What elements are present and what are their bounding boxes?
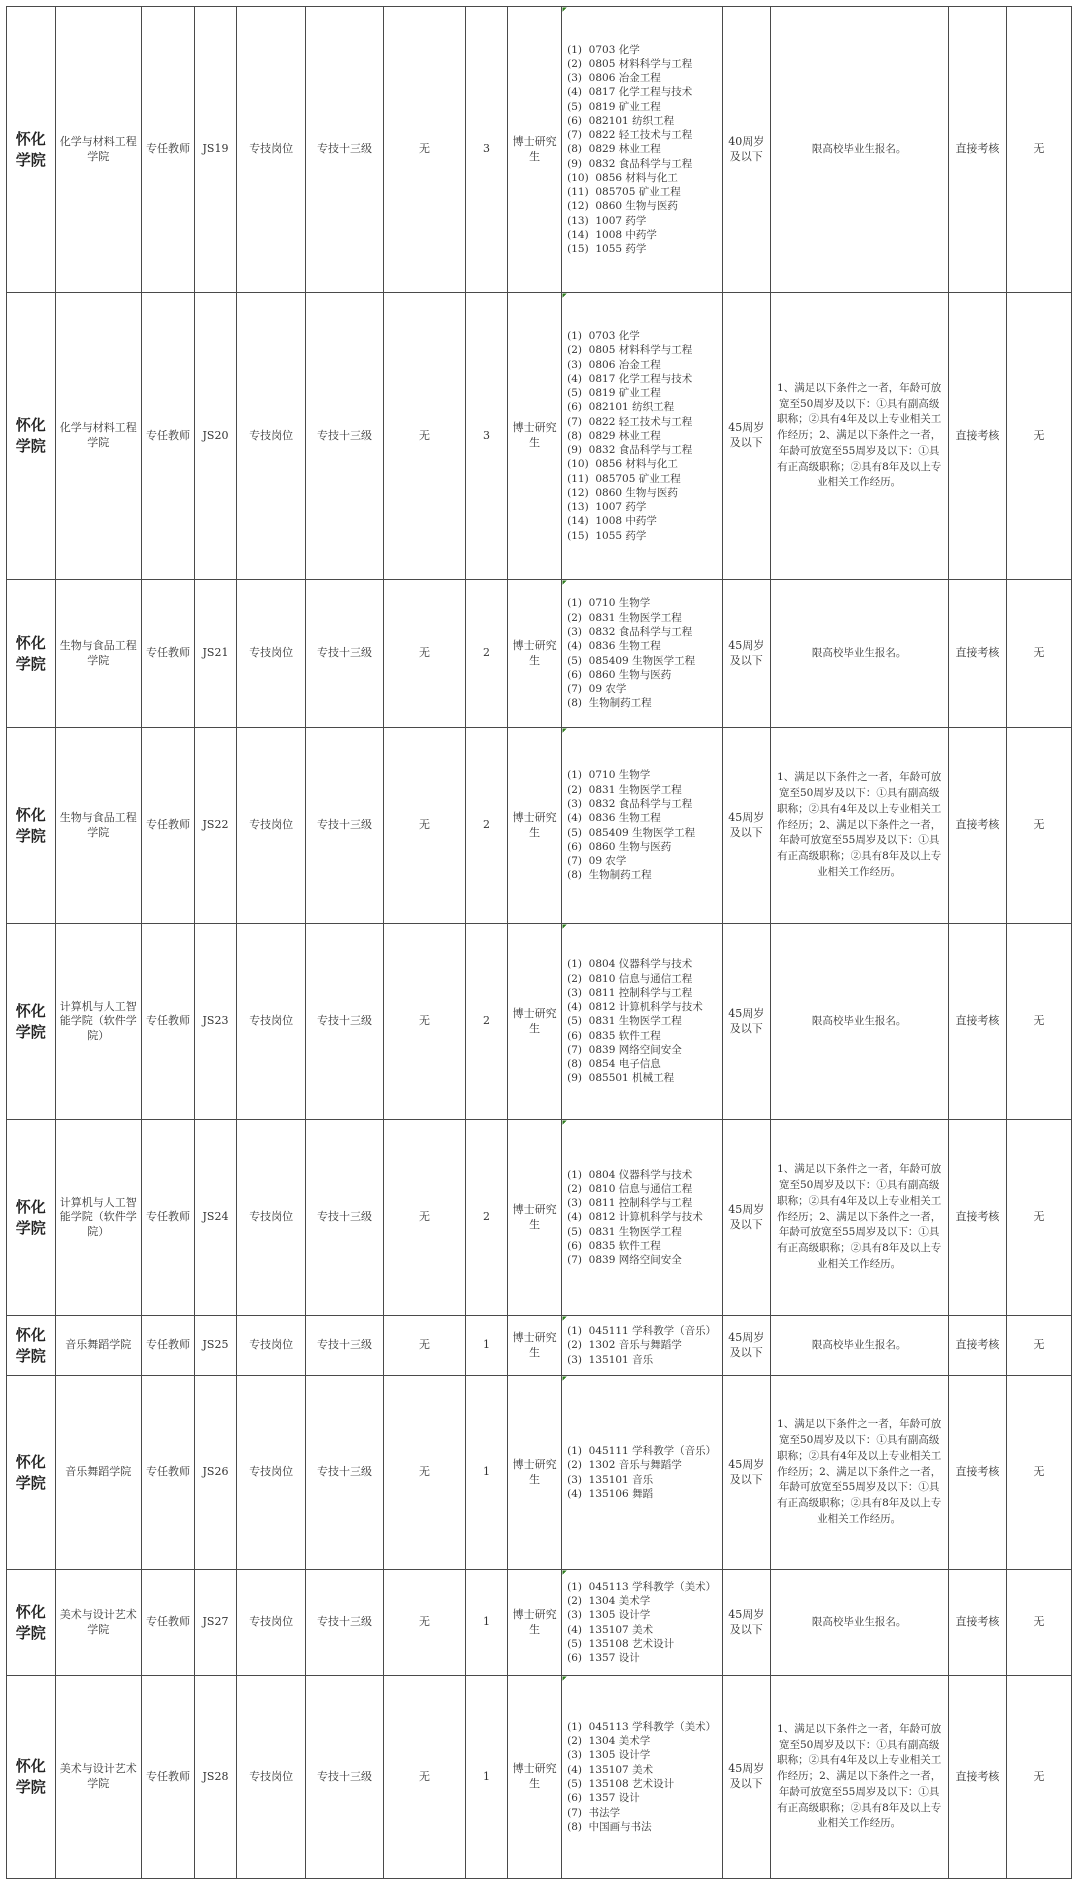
table-body xyxy=(7,7,1072,1879)
major-item: (3) 1305 设计学 xyxy=(567,1749,651,1762)
education-cell: 博士研究生 xyxy=(508,580,562,728)
age-limit-cell: 45周岁及以下 xyxy=(723,1570,771,1676)
other-requirements-cell: 限高校毕业生报名。 xyxy=(770,1570,948,1676)
major-item: (6) 0860 生物与医药 xyxy=(567,668,672,681)
exam-method-cell: 直接考核 xyxy=(948,1376,1006,1570)
unit-cell: 怀化学院 xyxy=(7,1120,56,1316)
department-cell: 化学与材料工程学院 xyxy=(55,7,141,293)
major-item: (3) 1305 设计学 xyxy=(567,1609,651,1622)
major-item: (12) 0860 生物与医药 xyxy=(567,486,678,499)
exam-method-cell: 直接考核 xyxy=(948,1120,1006,1316)
major-item: (9) 0832 食品科学与工程 xyxy=(567,157,693,170)
post-code-cell: JS19 xyxy=(194,7,236,293)
job-category-cell: 专任教师 xyxy=(142,1120,195,1316)
age-limit-cell: 45周岁及以下 xyxy=(723,1376,771,1570)
major-item: (3) 0806 冶金工程 xyxy=(567,72,661,85)
job-category-cell: 专任教师 xyxy=(142,1316,195,1376)
post-level-cell: 专技十三级 xyxy=(306,1376,384,1570)
age-limit-cell: 45周岁及以下 xyxy=(723,1316,771,1376)
major-item: (14) 1008 中药学 xyxy=(567,515,657,528)
age-limit-cell: 40周岁及以下 xyxy=(723,7,771,293)
department-cell: 音乐舞蹈学院 xyxy=(55,1376,141,1570)
other-requirements-cell: 限高校毕业生报名。 xyxy=(770,924,948,1120)
major-item: (3) 0811 控制科学与工程 xyxy=(567,1197,693,1210)
education-cell: 博士研究生 xyxy=(508,1376,562,1570)
headcount-cell: 1 xyxy=(466,1570,508,1676)
restriction-cell: 无 xyxy=(383,580,465,728)
major-item: (1) 0703 化学 xyxy=(567,330,640,342)
remark-cell: 无 xyxy=(1007,924,1072,1120)
other-requirements-cell: 1、满足以下条件之一者，年龄可放宽至50周岁及以下：①具有副高级职称；②具有4年及以上专业相关工作经历；2、满足以下条件之一者，年龄可放宽至55周岁及以下：①具有正高级职称；②具有8年及以上专业相关工作经历。 xyxy=(770,1376,948,1570)
major-item: (4) 0817 化学工程与技术 xyxy=(567,86,693,99)
major-item: (1) 0710 生物学 xyxy=(567,597,651,610)
major-item: (3) 0811 控制科学与工程 xyxy=(567,986,693,999)
education-cell: 博士研究生 xyxy=(508,1316,562,1376)
major-item: (3) 0832 食品科学与工程 xyxy=(567,797,693,810)
major-item: (11) 085705 矿业工程 xyxy=(567,472,681,485)
major-item: (10) 0856 材料与化工 xyxy=(567,458,678,471)
major-item: (1) 0703 化学 xyxy=(567,43,640,56)
table-row xyxy=(7,7,1072,293)
major-item: (7) 0822 轻工技术与工程 xyxy=(567,415,693,428)
post-type-cell: 专技岗位 xyxy=(237,1120,306,1316)
majors-cell xyxy=(562,7,723,293)
major-item: (1) 045113 学科教学（美术） xyxy=(567,1720,717,1733)
post-code-cell: JS24 xyxy=(194,1120,236,1316)
major-item: (1) 0804 仪器科学与技术 xyxy=(567,1168,693,1181)
remark-cell: 无 xyxy=(1007,293,1072,580)
job-category-cell: 专任教师 xyxy=(142,924,195,1120)
major-item: (15) 1055 药学 xyxy=(567,243,647,256)
age-limit-cell: 45周岁及以下 xyxy=(723,1676,771,1879)
remark-cell: 无 xyxy=(1007,1376,1072,1570)
exam-method-cell: 直接考核 xyxy=(948,728,1006,924)
remark-cell: 无 xyxy=(1007,1676,1072,1879)
major-item: (7) 0839 网络空间安全 xyxy=(567,1254,682,1267)
table-row xyxy=(7,293,1072,580)
majors-cell xyxy=(562,1376,723,1570)
table-row xyxy=(7,924,1072,1120)
major-item: (2) 1302 音乐与舞蹈学 xyxy=(567,1459,682,1472)
major-item: (13) 1007 药学 xyxy=(567,214,647,227)
post-level-cell: 专技十三级 xyxy=(306,1316,384,1376)
department-cell: 美术与设计艺术学院 xyxy=(55,1570,141,1676)
exam-method-cell: 直接考核 xyxy=(948,580,1006,728)
recruitment-table xyxy=(6,6,1072,1879)
unit-cell: 怀化学院 xyxy=(7,580,56,728)
job-category-cell: 专任教师 xyxy=(142,7,195,293)
major-item: (5) 0831 生物医学工程 xyxy=(567,1225,682,1238)
unit-cell: 怀化学院 xyxy=(7,7,56,293)
restriction-cell: 无 xyxy=(383,1316,465,1376)
major-item: (15) 1055 药学 xyxy=(567,529,647,542)
unit-cell: 怀化学院 xyxy=(7,1376,56,1570)
restriction-cell: 无 xyxy=(383,293,465,580)
majors-cell xyxy=(562,580,723,728)
major-item: (1) 045111 学科教学（音乐） xyxy=(567,1325,717,1338)
headcount-cell: 2 xyxy=(466,1120,508,1316)
major-item: (7) 书法学 xyxy=(567,1806,621,1819)
major-item: (8) 中国画与书法 xyxy=(567,1820,652,1833)
major-item: (1) 0710 生物学 xyxy=(567,769,651,782)
major-item: (10) 0856 材料与化工 xyxy=(567,171,678,184)
major-item: (4) 135107 美术 xyxy=(567,1623,654,1636)
major-item: (9) 0832 食品科学与工程 xyxy=(567,444,693,457)
major-item: (5) 085409 生物医学工程 xyxy=(567,654,696,667)
department-cell: 美术与设计艺术学院 xyxy=(55,1676,141,1879)
education-cell: 博士研究生 xyxy=(508,728,562,924)
education-cell: 博士研究生 xyxy=(508,1120,562,1316)
post-level-cell: 专技十三级 xyxy=(306,7,384,293)
restriction-cell: 无 xyxy=(383,7,465,293)
major-item: (4) 0836 生物工程 xyxy=(567,640,661,653)
table-row xyxy=(7,580,1072,728)
headcount-cell: 2 xyxy=(466,728,508,924)
major-item: (3) 135101 音乐 xyxy=(567,1353,654,1366)
unit-cell: 怀化学院 xyxy=(7,728,56,924)
major-item: (5) 0819 矿业工程 xyxy=(567,100,661,113)
major-item: (5) 0819 矿业工程 xyxy=(567,387,661,400)
table-row xyxy=(7,728,1072,924)
other-requirements-cell: 限高校毕业生报名。 xyxy=(770,1316,948,1376)
post-type-cell: 专技岗位 xyxy=(237,924,306,1120)
headcount-cell: 3 xyxy=(466,293,508,580)
post-level-cell: 专技十三级 xyxy=(306,1120,384,1316)
unit-cell: 怀化学院 xyxy=(7,1676,56,1879)
remark-cell: 无 xyxy=(1007,1316,1072,1376)
education-cell: 博士研究生 xyxy=(508,293,562,580)
headcount-cell: 1 xyxy=(466,1316,508,1376)
majors-cell xyxy=(562,924,723,1120)
exam-method-cell: 直接考核 xyxy=(948,1676,1006,1879)
major-item: (2) 1302 音乐与舞蹈学 xyxy=(567,1339,682,1352)
major-item: (2) 0831 生物医学工程 xyxy=(567,611,682,624)
majors-cell xyxy=(562,1676,723,1879)
major-item: (6) 082101 纺织工程 xyxy=(567,114,675,127)
headcount-cell: 1 xyxy=(466,1676,508,1879)
age-limit-cell: 45周岁及以下 xyxy=(723,728,771,924)
post-type-cell: 专技岗位 xyxy=(237,293,306,580)
majors-cell xyxy=(562,728,723,924)
post-type-cell: 专技岗位 xyxy=(237,1316,306,1376)
major-item: (8) 生物制药工程 xyxy=(567,697,652,710)
post-level-cell: 专技十三级 xyxy=(306,728,384,924)
major-item: (1) 045113 学科教学（美术） xyxy=(567,1580,717,1593)
major-item: (7) 0839 网络空间安全 xyxy=(567,1043,682,1056)
major-item: (2) 0805 材料科学与工程 xyxy=(567,344,693,357)
post-type-cell: 专技岗位 xyxy=(237,1570,306,1676)
other-requirements-cell: 1、满足以下条件之一者，年龄可放宽至50周岁及以下：①具有副高级职称；②具有4年及以上专业相关工作经历；2、满足以下条件之一者，年龄可放宽至55周岁及以下：①具有正高级职称；②具有8年及以上专业相关工作经历。 xyxy=(770,293,948,580)
education-cell: 博士研究生 xyxy=(508,1676,562,1879)
majors-cell xyxy=(562,1120,723,1316)
post-type-cell: 专技岗位 xyxy=(237,7,306,293)
age-limit-cell: 45周岁及以下 xyxy=(723,580,771,728)
major-item: (5) 085409 生物医学工程 xyxy=(567,826,696,839)
major-item: (3) 135101 音乐 xyxy=(567,1473,654,1486)
job-category-cell: 专任教师 xyxy=(142,1676,195,1879)
major-item: (4) 135107 美术 xyxy=(567,1763,654,1776)
remark-cell: 无 xyxy=(1007,580,1072,728)
restriction-cell: 无 xyxy=(383,1676,465,1879)
major-item: (2) 0831 生物医学工程 xyxy=(567,783,682,796)
major-item: (9) 085501 机械工程 xyxy=(567,1072,675,1085)
post-level-cell: 专技十三级 xyxy=(306,924,384,1120)
department-cell: 计算机与人工智能学院（软件学院） xyxy=(55,924,141,1120)
post-code-cell: JS23 xyxy=(194,924,236,1120)
major-item: (1) 045111 学科教学（音乐） xyxy=(567,1444,717,1457)
major-item: (5) 135108 艺术设计 xyxy=(567,1637,675,1650)
major-item: (3) 0832 食品科学与工程 xyxy=(567,625,693,638)
major-item: (4) 0812 计算机科学与技术 xyxy=(567,1001,703,1014)
major-item: (11) 085705 矿业工程 xyxy=(567,186,681,199)
post-code-cell: JS28 xyxy=(194,1676,236,1879)
remark-cell: 无 xyxy=(1007,1570,1072,1676)
other-requirements-cell: 1、满足以下条件之一者，年龄可放宽至50周岁及以下：①具有副高级职称；②具有4年及以上专业相关工作经历；2、满足以下条件之一者，年龄可放宽至55周岁及以下：①具有正高级职称；②具有8年及以上专业相关工作经历。 xyxy=(770,728,948,924)
job-category-cell: 专任教师 xyxy=(142,728,195,924)
major-item: (13) 1007 药学 xyxy=(567,501,647,514)
major-item: (6) 0860 生物与医药 xyxy=(567,840,672,853)
majors-cell xyxy=(562,1316,723,1376)
major-item: (4) 135106 舞蹈 xyxy=(567,1487,654,1500)
other-requirements-cell: 限高校毕业生报名。 xyxy=(770,7,948,293)
job-category-cell: 专任教师 xyxy=(142,1570,195,1676)
exam-method-cell: 直接考核 xyxy=(948,924,1006,1120)
table-row xyxy=(7,1120,1072,1316)
unit-cell: 怀化学院 xyxy=(7,1570,56,1676)
remark-cell: 无 xyxy=(1007,7,1072,293)
age-limit-cell: 45周岁及以下 xyxy=(723,293,771,580)
post-level-cell: 专技十三级 xyxy=(306,1570,384,1676)
department-cell: 音乐舞蹈学院 xyxy=(55,1316,141,1376)
major-item: (8) 生物制药工程 xyxy=(567,869,652,882)
headcount-cell: 2 xyxy=(466,924,508,1120)
post-code-cell: JS22 xyxy=(194,728,236,924)
major-item: (8) 0854 电子信息 xyxy=(567,1058,661,1071)
major-item: (1) 0804 仪器科学与技术 xyxy=(567,958,693,971)
post-code-cell: JS20 xyxy=(194,293,236,580)
other-requirements-cell: 1、满足以下条件之一者，年龄可放宽至50周岁及以下：①具有副高级职称；②具有4年及以上专业相关工作经历；2、满足以下条件之一者，年龄可放宽至55周岁及以下：①具有正高级职称；②具有8年及以上专业相关工作经历。 xyxy=(770,1676,948,1879)
major-item: (7) 0822 轻工技术与工程 xyxy=(567,129,693,142)
major-item: (2) 0810 信息与通信工程 xyxy=(567,972,693,985)
other-requirements-cell: 限高校毕业生报名。 xyxy=(770,580,948,728)
remark-cell: 无 xyxy=(1007,728,1072,924)
job-category-cell: 专任教师 xyxy=(142,293,195,580)
restriction-cell: 无 xyxy=(383,728,465,924)
restriction-cell: 无 xyxy=(383,924,465,1120)
major-item: (5) 0831 生物医学工程 xyxy=(567,1015,682,1028)
major-item: (6) 1357 设计 xyxy=(567,1792,640,1805)
table-row xyxy=(7,1316,1072,1376)
post-level-cell: 专技十三级 xyxy=(306,580,384,728)
education-cell: 博士研究生 xyxy=(508,924,562,1120)
table-row xyxy=(7,1570,1072,1676)
major-item: (3) 0806 冶金工程 xyxy=(567,358,661,371)
post-code-cell: JS26 xyxy=(194,1376,236,1570)
department-cell: 计算机与人工智能学院（软件学院） xyxy=(55,1120,141,1316)
unit-cell: 怀化学院 xyxy=(7,293,56,580)
major-item: (2) 1304 美术学 xyxy=(567,1735,651,1748)
major-item: (6) 082101 纺织工程 xyxy=(567,401,675,414)
post-level-cell: 专技十三级 xyxy=(306,293,384,580)
table-row xyxy=(7,1376,1072,1570)
headcount-cell: 1 xyxy=(466,1376,508,1570)
major-item: (4) 0836 生物工程 xyxy=(567,812,661,825)
major-item: (4) 0817 化学工程与技术 xyxy=(567,372,693,385)
department-cell: 生物与食品工程学院 xyxy=(55,580,141,728)
headcount-cell: 2 xyxy=(466,580,508,728)
post-type-cell: 专技岗位 xyxy=(237,1676,306,1879)
age-limit-cell: 45周岁及以下 xyxy=(723,1120,771,1316)
department-cell: 化学与材料工程学院 xyxy=(55,293,141,580)
unit-cell: 怀化学院 xyxy=(7,924,56,1120)
major-item: (2) 1304 美术学 xyxy=(567,1594,651,1607)
unit-cell: 怀化学院 xyxy=(7,1316,56,1376)
education-cell: 博士研究生 xyxy=(508,1570,562,1676)
post-code-cell: JS25 xyxy=(194,1316,236,1376)
job-category-cell: 专任教师 xyxy=(142,1376,195,1570)
exam-method-cell: 直接考核 xyxy=(948,293,1006,580)
other-requirements-cell: 1、满足以下条件之一者，年龄可放宽至50周岁及以下：①具有副高级职称；②具有4年及以上专业相关工作经历；2、满足以下条件之一者，年龄可放宽至55周岁及以下：①具有正高级职称；②具有8年及以上专业相关工作经历。 xyxy=(770,1120,948,1316)
post-level-cell: 专技十三级 xyxy=(306,1676,384,1879)
restriction-cell: 无 xyxy=(383,1120,465,1316)
major-item: (8) 0829 林业工程 xyxy=(567,429,661,442)
table-row xyxy=(7,1676,1072,1879)
major-item: (2) 0805 材料科学与工程 xyxy=(567,57,693,70)
major-item: (8) 0829 林业工程 xyxy=(567,143,661,156)
post-type-cell: 专技岗位 xyxy=(237,1376,306,1570)
job-category-cell: 专任教师 xyxy=(142,580,195,728)
majors-cell xyxy=(562,293,723,580)
major-item: (7) 09 农学 xyxy=(567,855,627,868)
major-item: (2) 0810 信息与通信工程 xyxy=(567,1182,693,1195)
post-code-cell: JS27 xyxy=(194,1570,236,1676)
post-code-cell: JS21 xyxy=(194,580,236,728)
post-type-cell: 专技岗位 xyxy=(237,580,306,728)
restriction-cell: 无 xyxy=(383,1570,465,1676)
restriction-cell: 无 xyxy=(383,1376,465,1570)
headcount-cell: 3 xyxy=(466,7,508,293)
education-cell: 博士研究生 xyxy=(508,7,562,293)
majors-cell xyxy=(562,1570,723,1676)
exam-method-cell: 直接考核 xyxy=(948,7,1006,293)
major-item: (7) 09 农学 xyxy=(567,683,627,696)
exam-method-cell: 直接考核 xyxy=(948,1316,1006,1376)
major-item: (4) 0812 计算机科学与技术 xyxy=(567,1211,703,1224)
major-item: (6) 0835 软件工程 xyxy=(567,1029,661,1042)
age-limit-cell: 45周岁及以下 xyxy=(723,924,771,1120)
major-item: (5) 135108 艺术设计 xyxy=(567,1778,675,1790)
major-item: (14) 1008 中药学 xyxy=(567,228,657,241)
post-type-cell: 专技岗位 xyxy=(237,728,306,924)
remark-cell: 无 xyxy=(1007,1120,1072,1316)
major-item: (12) 0860 生物与医药 xyxy=(567,200,678,213)
department-cell: 生物与食品工程学院 xyxy=(55,728,141,924)
major-item: (6) 1357 设计 xyxy=(567,1652,640,1665)
exam-method-cell: 直接考核 xyxy=(948,1570,1006,1676)
major-item: (6) 0835 软件工程 xyxy=(567,1239,661,1252)
